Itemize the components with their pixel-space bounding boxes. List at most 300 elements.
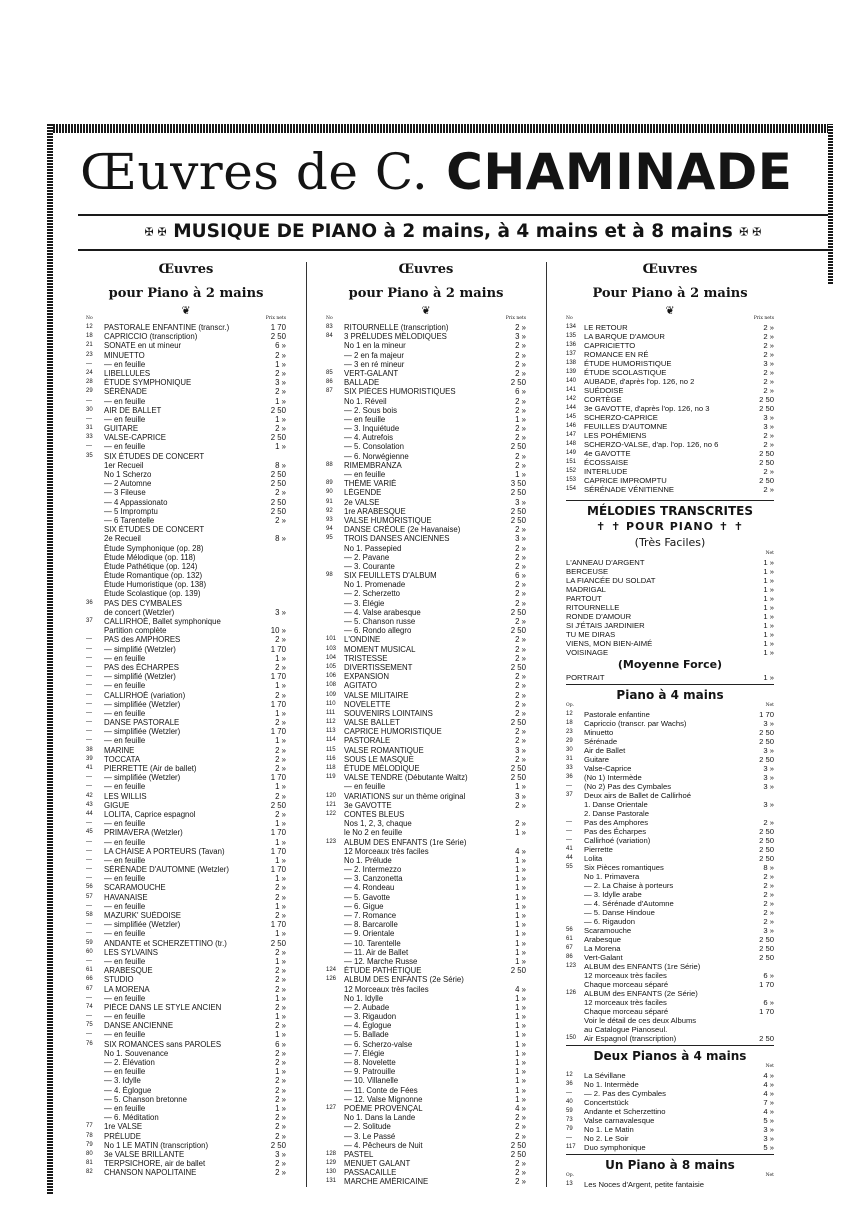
opus-number: 95: [326, 535, 333, 542]
list-item: [86, 773, 286, 782]
work-title: — simplifié (Wetzler): [104, 672, 176, 682]
work-title: Six Pièces romantiques: [584, 863, 664, 872]
price: 2 50: [510, 626, 526, 636]
list-item: [566, 1016, 774, 1025]
work-title: Duo symphonique: [584, 1143, 646, 1152]
list-item: [566, 476, 774, 485]
work-title: PASSACAILLE: [344, 1168, 397, 1178]
list-item: [86, 828, 286, 837]
price: 2 50: [759, 845, 774, 854]
work-title: (No 2) Pas des Cymbales: [584, 782, 672, 791]
work-title: CAPRICE IMPROMPTU: [584, 476, 667, 485]
list-item: [86, 700, 286, 709]
title-rule: [78, 214, 828, 216]
work-title: Air de Ballet: [584, 746, 626, 755]
work-title: MARCHE AMÉRICAINE: [344, 1177, 429, 1187]
list-item: [326, 415, 526, 424]
price: 1 70: [270, 644, 286, 654]
list-item: [326, 635, 526, 644]
work-title: — 4. Pêcheurs de Nuit: [344, 1140, 423, 1150]
opus-number: 87: [326, 388, 333, 395]
price: 1 70: [270, 846, 286, 856]
list-item: [86, 580, 286, 589]
work-title: NOVELETTE: [344, 699, 391, 709]
opus-number: 86: [326, 379, 333, 386]
price: 1 »: [515, 956, 526, 966]
list-item: [86, 681, 286, 690]
work-title: Sérénade: [584, 737, 618, 746]
price: 1 »: [515, 1048, 526, 1058]
work-title: SCARAMOUCHE: [104, 883, 166, 893]
price: 1 70: [270, 828, 286, 838]
list-item: [86, 654, 286, 663]
price: 8 »: [275, 534, 286, 544]
subtitle-text: MUSIQUE DE PIANO à 2 mains, à 4 mains et à 8 mains: [173, 221, 733, 242]
price: 2 »: [515, 396, 526, 406]
work-title: — 2. Scherzetto: [344, 589, 401, 599]
list-item: [86, 406, 286, 415]
work-title: — 5. Gavotte: [344, 892, 391, 902]
list-item: [326, 957, 526, 966]
work-title: — 5. Danse Hindoue: [584, 908, 655, 917]
price: 2 »: [275, 1002, 286, 1012]
opus-number: 59: [86, 939, 93, 946]
list-item: [566, 962, 774, 971]
work-title: — en feuille: [104, 708, 146, 718]
list-item: [86, 801, 286, 810]
list-item: [566, 612, 774, 621]
work-title: — en feuille: [104, 929, 146, 939]
list-item: [326, 874, 526, 883]
price: 2 »: [275, 791, 286, 801]
list-item: [566, 440, 774, 449]
price: 1 »: [515, 901, 526, 911]
opus-number: 131: [326, 1178, 337, 1185]
price: 2 »: [275, 975, 286, 985]
price: 2 50: [759, 935, 774, 944]
price: 3 »: [515, 497, 526, 507]
work-title: ÉTUDE HUMORISTIQUE: [584, 359, 672, 368]
opus-number: —: [86, 700, 92, 707]
list-item: [566, 935, 774, 944]
column-header: No Prix nets: [326, 316, 526, 321]
price: 10 »: [270, 626, 286, 636]
work-title: PRIMAVERA (Wetzler): [104, 828, 183, 838]
melodies-title: MÉLODIES TRANSCRITES: [587, 504, 753, 518]
list-item: [326, 736, 526, 745]
list-item: [326, 801, 526, 810]
price: 2 »: [515, 424, 526, 434]
list-item: [566, 350, 774, 359]
opus-number: —: [566, 783, 572, 789]
price: 3 »: [763, 422, 774, 431]
list-item: [566, 648, 774, 657]
price: 1 »: [515, 1085, 526, 1095]
list-item: [326, 1177, 526, 1186]
list-item: [326, 1086, 526, 1095]
list-item: [326, 764, 526, 773]
price: 3 »: [515, 745, 526, 755]
opus-number: 83: [326, 324, 333, 330]
price: 3 »: [763, 764, 774, 773]
work-title: Chaque morceau séparé: [584, 1007, 669, 1016]
price: 4 »: [515, 1103, 526, 1113]
price: 2 50: [270, 405, 286, 415]
opus-number: 33: [566, 765, 573, 771]
price: 4 »: [515, 846, 526, 856]
price: 1 »: [763, 603, 774, 612]
price: 2 50: [759, 449, 774, 458]
list-item: [326, 406, 526, 415]
price: 1 »: [275, 993, 286, 1003]
column-divider: [306, 262, 307, 1187]
list-item: [566, 332, 774, 341]
list-item: [566, 953, 774, 962]
work-title: SIX ÉTUDES DE CONCERT: [104, 451, 205, 461]
opus-number: 24: [86, 369, 93, 376]
work-title: VOISINAGE: [566, 648, 609, 657]
work-title: SI J'ÉTAIS JARDINIER: [566, 621, 645, 630]
list-item: [566, 323, 774, 332]
list-item: [326, 681, 526, 690]
opus-number: 37: [86, 618, 93, 624]
list-item: [566, 1089, 774, 1098]
work-title: INTERLUDE: [584, 467, 628, 476]
opus-number: 129: [326, 1160, 337, 1167]
opus-number: 127: [326, 1104, 337, 1111]
list-item: [326, 626, 526, 635]
work-title: No 2. Le Soir: [584, 1134, 629, 1143]
work-title: 12 Morceaux très faciles: [344, 984, 429, 994]
work-title: AGITATO: [344, 681, 377, 691]
price: 2 »: [275, 515, 286, 525]
price: 1 70: [270, 727, 286, 737]
list-item: [566, 1098, 774, 1107]
title-prefix: Œuvres de C.: [80, 143, 429, 201]
list-item: [86, 663, 286, 672]
work-title: GUITARE: [104, 424, 139, 434]
opus-number: 81: [86, 1160, 93, 1167]
opus-number: 82: [86, 1169, 93, 1176]
opus-number: 61: [86, 967, 93, 974]
price: 6 »: [275, 1039, 286, 1049]
list-item: [86, 1003, 286, 1012]
work-title: Pas des Écharpes: [584, 827, 647, 836]
price: 1 »: [515, 782, 526, 792]
work-title: Étude Scolastique (op. 139): [104, 589, 201, 599]
list-item: [86, 893, 286, 902]
work-title: LÉGENDE: [344, 488, 382, 498]
work-title: — 7. Romance: [344, 911, 397, 920]
price: 1 »: [515, 1021, 526, 1031]
work-title: — 3 en ré mineur: [344, 359, 405, 369]
price: 3 »: [763, 800, 774, 809]
opus-number: 90: [326, 489, 333, 496]
list-item: [86, 1132, 286, 1141]
opus-number: 12: [86, 324, 93, 330]
price: 2 »: [515, 681, 526, 691]
price: 1 70: [270, 699, 286, 709]
opus-number: 117: [566, 1144, 576, 1150]
work-title: VERT-GALANT: [344, 368, 399, 378]
work-title: — en feuille: [104, 736, 146, 746]
opus-number: —: [86, 856, 92, 863]
work-title: No 1. Réveil: [344, 396, 387, 406]
price: 2 »: [275, 387, 286, 397]
work-title: DANSE CRÉOLE (2e Havanaise): [344, 525, 461, 535]
opus-number: 91: [326, 498, 333, 505]
melodies-list-2: [566, 673, 774, 682]
price: 1 »: [515, 1039, 526, 1049]
work-title: Deux airs de Ballet de Callirhoé: [584, 791, 692, 800]
price: 2 50: [759, 827, 774, 836]
work-title: Valse-Caprice: [584, 764, 632, 773]
work-title: Étude Romantique (op. 132): [104, 571, 203, 581]
list-item: [86, 452, 286, 461]
work-title: PASTORALE: [344, 736, 391, 746]
work-title: — 2. Pas des Cymbales: [584, 1089, 666, 1098]
price: 2 »: [763, 917, 774, 926]
opus-number: 23: [86, 351, 93, 358]
list-item: [566, 980, 774, 989]
opus-number: 154: [566, 486, 577, 492]
work-title: — 6. Rigaudon: [584, 917, 635, 926]
opus-number: 124: [326, 967, 337, 974]
opus-number: 140: [566, 378, 577, 384]
work-title: (No 1) Intermède: [584, 773, 642, 782]
work-title: MADRIGAL: [566, 585, 606, 594]
opus-number: —: [86, 1013, 92, 1020]
work-title: RITOURNELLE: [566, 603, 620, 612]
opus-number: 38: [86, 746, 93, 753]
title-name: CHAMINADE: [446, 143, 793, 201]
list-item: [86, 589, 286, 598]
price: 2 »: [275, 350, 286, 360]
work-title: ROMANCE EN RÉ: [584, 350, 649, 359]
opus-number: 57: [86, 893, 93, 900]
list-item: [326, 1113, 526, 1122]
opus-number: 145: [566, 414, 577, 420]
list-item: [326, 1058, 526, 1067]
work-title: — 9. Orientale: [344, 929, 395, 939]
work-title: 12 morceaux très faciles: [584, 998, 667, 1007]
work-title: ALBUM DES ENFANTS (2e Série): [344, 975, 464, 985]
list-item: [566, 594, 774, 603]
work-title: 3 PRÉLUDES MÉLODIQUES: [344, 332, 447, 342]
work-title: MENUET GALANT: [344, 1159, 411, 1169]
price: 2 50: [510, 442, 526, 452]
list-item: [326, 709, 526, 718]
opus-number: —: [86, 774, 92, 781]
work-title: ÉCOSSAISE: [584, 458, 629, 467]
work-title: — 11. Conte de Fées: [344, 1085, 418, 1095]
list-item: [566, 998, 774, 1007]
price: 2 »: [275, 809, 286, 819]
work-title: RONDE D'AMOUR: [566, 612, 632, 621]
opus-number: 147: [566, 432, 577, 438]
price: 1 »: [275, 653, 286, 663]
left-ornamental-border: [47, 124, 53, 1194]
list-item: [86, 544, 286, 553]
opus-number: 45: [86, 829, 93, 836]
work-title: LES POHÉMIENS: [584, 431, 647, 440]
list-item: [86, 966, 286, 975]
list-item: [86, 736, 286, 745]
list-item: [566, 386, 774, 395]
price: 1 »: [515, 993, 526, 1003]
work-title: EXPANSION: [344, 672, 390, 682]
works-list: [566, 323, 774, 494]
list-item: [566, 558, 774, 567]
list-item: [86, 718, 286, 727]
work-title: Guitare: [584, 755, 610, 764]
price: 2 »: [763, 890, 774, 899]
list-item: [566, 576, 774, 585]
work-title: No 1. Primavera: [584, 872, 640, 881]
opus-number: 148: [566, 441, 577, 447]
list-item: [566, 341, 774, 350]
subtitle: [78, 221, 828, 242]
list-item: [326, 727, 526, 736]
price: 2 50: [510, 607, 526, 617]
work-title: — en feuille: [344, 414, 386, 424]
work-title: No 1. Prélude: [344, 855, 392, 865]
opus-number: —: [86, 994, 92, 1001]
opus-number: 41: [566, 846, 573, 852]
column-header: Net: [765, 1064, 774, 1069]
work-title: — en feuille: [104, 901, 146, 911]
opus-number: —: [86, 415, 92, 422]
list-item: [86, 948, 286, 957]
price: 3 »: [763, 746, 774, 755]
melodies-level: (Très Faciles): [634, 536, 706, 549]
price: 1 »: [275, 1030, 286, 1040]
work-title: VALSE MILITAIRE: [344, 690, 409, 700]
list-item: [326, 369, 526, 378]
work-title: No 1 Scherzo: [104, 470, 152, 479]
list-item: [86, 608, 286, 617]
price: 1 »: [763, 673, 774, 682]
works-list: [326, 323, 526, 1187]
work-title: — simplifiée (Wetzler): [104, 773, 181, 783]
price: 1 »: [515, 470, 526, 479]
opus-number: 30: [86, 406, 93, 413]
list-item: [326, 617, 526, 626]
price: 2 »: [275, 947, 286, 957]
opus-number: 88: [326, 461, 333, 468]
opus-number: 130: [326, 1169, 337, 1176]
price: 1 70: [270, 672, 286, 682]
work-title: PIÈCE DANS LE STYLE ANCIEN: [104, 1002, 222, 1012]
work-title: La Morena: [584, 944, 621, 953]
work-title: Étude Mélodique (op. 118): [104, 552, 196, 562]
opus-number: 120: [326, 792, 337, 799]
list-item: [326, 1122, 526, 1131]
list-item: [326, 1150, 526, 1159]
price: 3 »: [275, 607, 286, 617]
list-item: [86, 1141, 286, 1150]
work-title: L'ONDINE: [344, 635, 381, 645]
list-item: [566, 773, 774, 782]
work-title: 1. Danse Orientale: [584, 800, 648, 809]
list-item: [86, 975, 286, 984]
opus-number: —: [566, 828, 572, 834]
opus-number: 36: [566, 774, 573, 780]
price: 1 »: [763, 630, 774, 639]
price: 2 »: [515, 460, 526, 470]
price: 1 »: [275, 681, 286, 691]
list-item: [326, 746, 526, 755]
list-item: [566, 1180, 774, 1189]
price: 2 50: [759, 476, 774, 485]
work-title: TU ME DIRAS: [566, 630, 616, 639]
price: 1 »: [275, 956, 286, 966]
price: 6 »: [515, 387, 526, 397]
opus-number: —: [86, 1031, 92, 1038]
list-item: [86, 599, 286, 608]
four-hands-title: Piano à 4 mains: [616, 688, 724, 702]
list-item: [326, 700, 526, 709]
work-title: PAS DES CYMBALES: [104, 598, 183, 608]
list-item: [86, 755, 286, 764]
list-item: [326, 1159, 526, 1168]
price: 1 »: [515, 920, 526, 930]
opus-number: —: [86, 682, 92, 689]
list-item: [566, 359, 774, 368]
opus-number: —: [86, 636, 92, 643]
opus-number: —: [86, 957, 92, 964]
list-item: [86, 562, 286, 571]
list-item: [86, 865, 286, 874]
list-item: [566, 890, 774, 899]
opus-number: —: [86, 902, 92, 909]
price: 2 »: [275, 635, 286, 645]
list-item: [326, 341, 526, 350]
work-title: PORTRAIT: [566, 673, 605, 682]
price: 2 »: [275, 911, 286, 920]
price: 2 50: [510, 1149, 526, 1159]
price: 2 »: [515, 1168, 526, 1178]
work-title: 3e GAVOTTE: [344, 800, 392, 810]
list-item: [86, 479, 286, 488]
work-title: ANDANTE et SCHERZETTINO (tr.): [104, 938, 227, 948]
work-title: — en feuille: [104, 653, 146, 663]
price: 2 »: [763, 368, 774, 377]
list-item: [566, 1143, 774, 1152]
list-item: [566, 800, 774, 809]
opus-number: 12: [566, 1072, 573, 1078]
price: 2 »: [275, 718, 286, 728]
opus-number: 93: [326, 516, 333, 523]
opus-number: 153: [566, 477, 577, 483]
work-title: — en feuille: [344, 470, 386, 479]
list-item: [566, 908, 774, 917]
work-title: — en feuille: [104, 819, 146, 829]
opus-number: 136: [566, 342, 577, 348]
list-item: [326, 975, 526, 984]
work-title: Vert-Galant: [584, 953, 623, 962]
opus-number: 141: [566, 387, 577, 393]
price: 1 »: [275, 837, 286, 847]
two-pianos-title: Deux Pianos à 4 mains: [593, 1049, 747, 1063]
price: 2 »: [515, 708, 526, 718]
price: 2 50: [270, 1140, 286, 1150]
opus-number: —: [86, 691, 92, 698]
price: 2 »: [763, 332, 774, 341]
price: 2 »: [515, 1113, 526, 1123]
opus-number: —: [86, 820, 92, 827]
price: 5 »: [763, 1143, 774, 1152]
